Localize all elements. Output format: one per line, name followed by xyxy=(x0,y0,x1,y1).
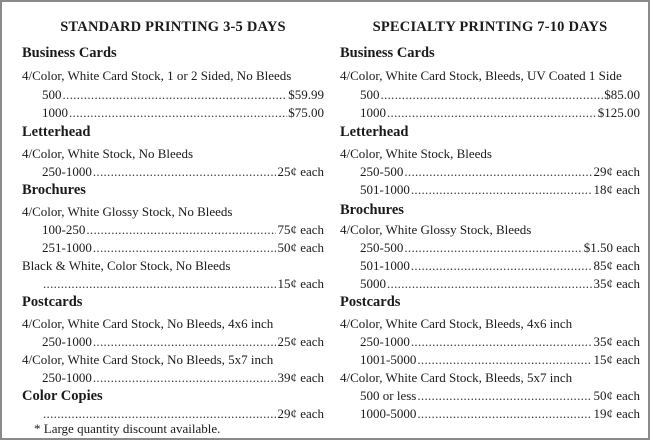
price: $59.99 xyxy=(288,87,324,102)
price-row xyxy=(360,105,640,121)
specialty-postcards-4x6-desc: 4/Color, White Card Stock, Bleeds, 4x6 inch xyxy=(340,316,573,331)
price-row xyxy=(42,240,324,256)
price: 50¢ each xyxy=(593,388,640,403)
dot-leader xyxy=(43,276,276,292)
price-row xyxy=(360,182,640,198)
price-row xyxy=(42,87,324,103)
specialty-brochures-desc: 4/Color, White Glossy Stock, Bleeds xyxy=(340,222,532,237)
price: $1.50 each xyxy=(583,240,640,255)
specialty-printing-title: SPECIALTY PRINTING 7-10 DAYS xyxy=(372,19,608,35)
dot-leader xyxy=(381,87,604,103)
dot-leader xyxy=(417,406,592,422)
price-row xyxy=(42,370,324,386)
dot-leader xyxy=(43,406,276,422)
price: 29¢ each xyxy=(277,406,324,421)
specialty-postcards-title: Postcards xyxy=(340,294,401,310)
price: 85¢ each xyxy=(593,258,640,273)
standard-color-copies-title: Color Copies xyxy=(22,388,103,404)
price: 25¢ each xyxy=(277,164,324,179)
quantity: 1000 xyxy=(360,105,386,120)
price-row xyxy=(42,406,324,422)
price-row xyxy=(360,258,640,274)
price: $75.00 xyxy=(288,105,324,120)
dot-leader xyxy=(86,222,276,238)
price-row xyxy=(42,105,324,121)
dot-leader xyxy=(93,164,277,180)
dot-leader xyxy=(387,105,597,121)
price: 39¢ each xyxy=(277,370,324,385)
price-row xyxy=(42,276,324,292)
quantity: 250-1000 xyxy=(360,334,410,349)
price: 35¢ each xyxy=(593,276,640,291)
dot-leader xyxy=(417,352,592,368)
price: 19¢ each xyxy=(593,406,640,421)
price-row xyxy=(360,334,640,350)
specialty-business-cards-title: Business Cards xyxy=(340,45,435,61)
dot-leader xyxy=(411,182,593,198)
quantity: 500 xyxy=(360,87,380,102)
specialty-business-cards-desc: 4/Color, White Card Stock, Bleeds, UV Coated 1 Side xyxy=(340,68,622,83)
quantity: 250-1000 xyxy=(42,370,92,385)
dot-leader xyxy=(404,164,592,180)
dot-leader xyxy=(404,240,582,256)
dot-leader xyxy=(411,334,593,350)
price: 15¢ each xyxy=(277,276,324,291)
quantity: 1001-5000 xyxy=(360,352,417,367)
quantity: 250-500 xyxy=(360,240,404,255)
dot-leader xyxy=(93,334,277,350)
quantity: 500 or less xyxy=(360,388,417,403)
standard-brochures-desc: 4/Color, White Glossy Stock, No Bleeds xyxy=(22,204,233,219)
standard-brochures-title: Brochures xyxy=(22,182,86,198)
discount-note: * Large quantity discount available. xyxy=(34,421,221,436)
dot-leader xyxy=(93,370,277,386)
price: 50¢ each xyxy=(277,240,324,255)
price-row xyxy=(360,388,640,404)
price-row xyxy=(42,222,324,238)
price-row xyxy=(360,240,640,256)
dot-leader xyxy=(411,258,593,274)
quantity: 501-1000 xyxy=(360,258,410,273)
standard-business-cards-title: Business Cards xyxy=(22,45,117,61)
price-row xyxy=(42,164,324,180)
standard-postcards-title: Postcards xyxy=(22,294,83,310)
price-row xyxy=(360,406,640,422)
price: $85.00 xyxy=(604,87,640,102)
price-row xyxy=(360,87,640,103)
quantity: 1000-5000 xyxy=(360,406,417,421)
dot-leader xyxy=(69,105,287,121)
standard-printing-title: STANDARD PRINTING 3-5 DAYS xyxy=(60,19,286,35)
quantity: 100-250 xyxy=(42,222,86,237)
dot-leader xyxy=(417,388,592,404)
standard-business-cards-desc: 4/Color, White Card Stock, 1 or 2 Sided, No Bleeds xyxy=(22,68,292,83)
quantity: 1000 xyxy=(42,105,68,120)
specialty-postcards-5x7-desc: 4/Color, White Card Stock, Bleeds, 5x7 inch xyxy=(340,370,573,385)
specialty-brochures-title: Brochures xyxy=(340,202,404,218)
price-row xyxy=(360,352,640,368)
specialty-letterhead-title: Letterhead xyxy=(340,124,409,140)
price: 25¢ each xyxy=(277,334,324,349)
specialty-letterhead-desc: 4/Color, White Stock, Bleeds xyxy=(340,146,492,161)
quantity: 250-1000 xyxy=(42,334,92,349)
price-row xyxy=(360,164,640,180)
price-row xyxy=(360,276,640,292)
quantity: 5000 xyxy=(360,276,386,291)
price-row xyxy=(42,334,324,350)
standard-brochures-bw-desc: Black & White, Color Stock, No Bleeds xyxy=(22,258,231,273)
price: $125.00 xyxy=(597,105,640,120)
standard-postcards-5x7-desc: 4/Color, White Card Stock, No Bleeds, 5x7 inch xyxy=(22,352,274,367)
quantity: 501-1000 xyxy=(360,182,410,197)
dot-leader xyxy=(93,240,277,256)
price: 75¢ each xyxy=(277,222,324,237)
quantity: 250-1000 xyxy=(42,164,92,179)
quantity: 250-500 xyxy=(360,164,404,179)
quantity: 251-1000 xyxy=(42,240,92,255)
price: 15¢ each xyxy=(593,352,640,367)
standard-letterhead-desc: 4/Color, White Stock, No Bleeds xyxy=(22,146,194,161)
standard-postcards-4x6-desc: 4/Color, White Card Stock, No Bleeds, 4x6 inch xyxy=(22,316,274,331)
dot-leader xyxy=(387,276,592,292)
dot-leader xyxy=(63,87,288,103)
price: 29¢ each xyxy=(593,164,640,179)
price: 35¢ each xyxy=(593,334,640,349)
quantity: 500 xyxy=(42,87,62,102)
standard-letterhead-title: Letterhead xyxy=(22,124,91,140)
price: 18¢ each xyxy=(593,182,640,197)
